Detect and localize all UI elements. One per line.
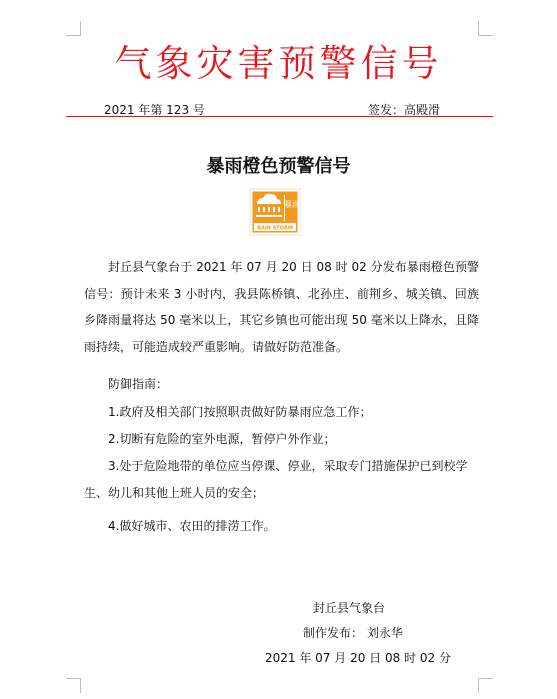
header-divider — [66, 116, 493, 117]
signature-date: 2021 年 07 月 20 日 08 时 02 分 — [265, 651, 451, 665]
icon-label-en: RAIN STORM — [257, 225, 293, 232]
body-paragraph-block — [84, 254, 479, 360]
document-title: 暴雨橙色预警信号 — [206, 156, 351, 177]
crop-mark-top-right — [478, 21, 493, 36]
guide-item-1: 1.政府及相关部门按照职责做好防暴雨应急工作； — [108, 405, 372, 419]
icon-label-cn: 暴雨 — [284, 200, 300, 209]
warning-header-title: 气象灾害预警信号 — [114, 42, 443, 85]
guide-item-4: 4.做好城市、农田的排涝工作。 — [108, 519, 276, 533]
signature-organization: 封丘县气象台 — [313, 601, 386, 615]
crop-mark-top-left — [66, 21, 81, 36]
guide-item-2: 2.切断有危险的室外电源，暂停户外作业； — [108, 432, 336, 446]
issuer: 签发：高殿滑 — [368, 103, 441, 117]
signature-author: 制作发布： 刘永华 — [303, 626, 403, 640]
crop-mark-bottom-left — [66, 678, 81, 693]
body-paragraph: 封丘县气象台于 2021 年 07 月 20 日 08 时 02 分发布暴雨橙色预警信号：预计未来 3 小时内，我县陈桥镇、北孙庄、前荆乡、城关镇、回族乡降雨量将达 50 毫米以上，其它乡镇也可能出现 50 毫米以上降水，且降雨持续，可能造成较严重影响。请做好防范准备。 — [84, 260, 479, 354]
guide-item-3: 3.处于危险地带的单位应当停课、停业，采取专门措施保护已到校学生、幼儿和其他上班人员的安全； — [84, 459, 468, 500]
crop-mark-bottom-right — [478, 678, 493, 693]
guide-title: 防御指南： — [108, 377, 169, 391]
issue-number: 2021 年第 123 号 — [104, 103, 205, 117]
rainstorm-orange-signal-icon — [249, 188, 301, 236]
